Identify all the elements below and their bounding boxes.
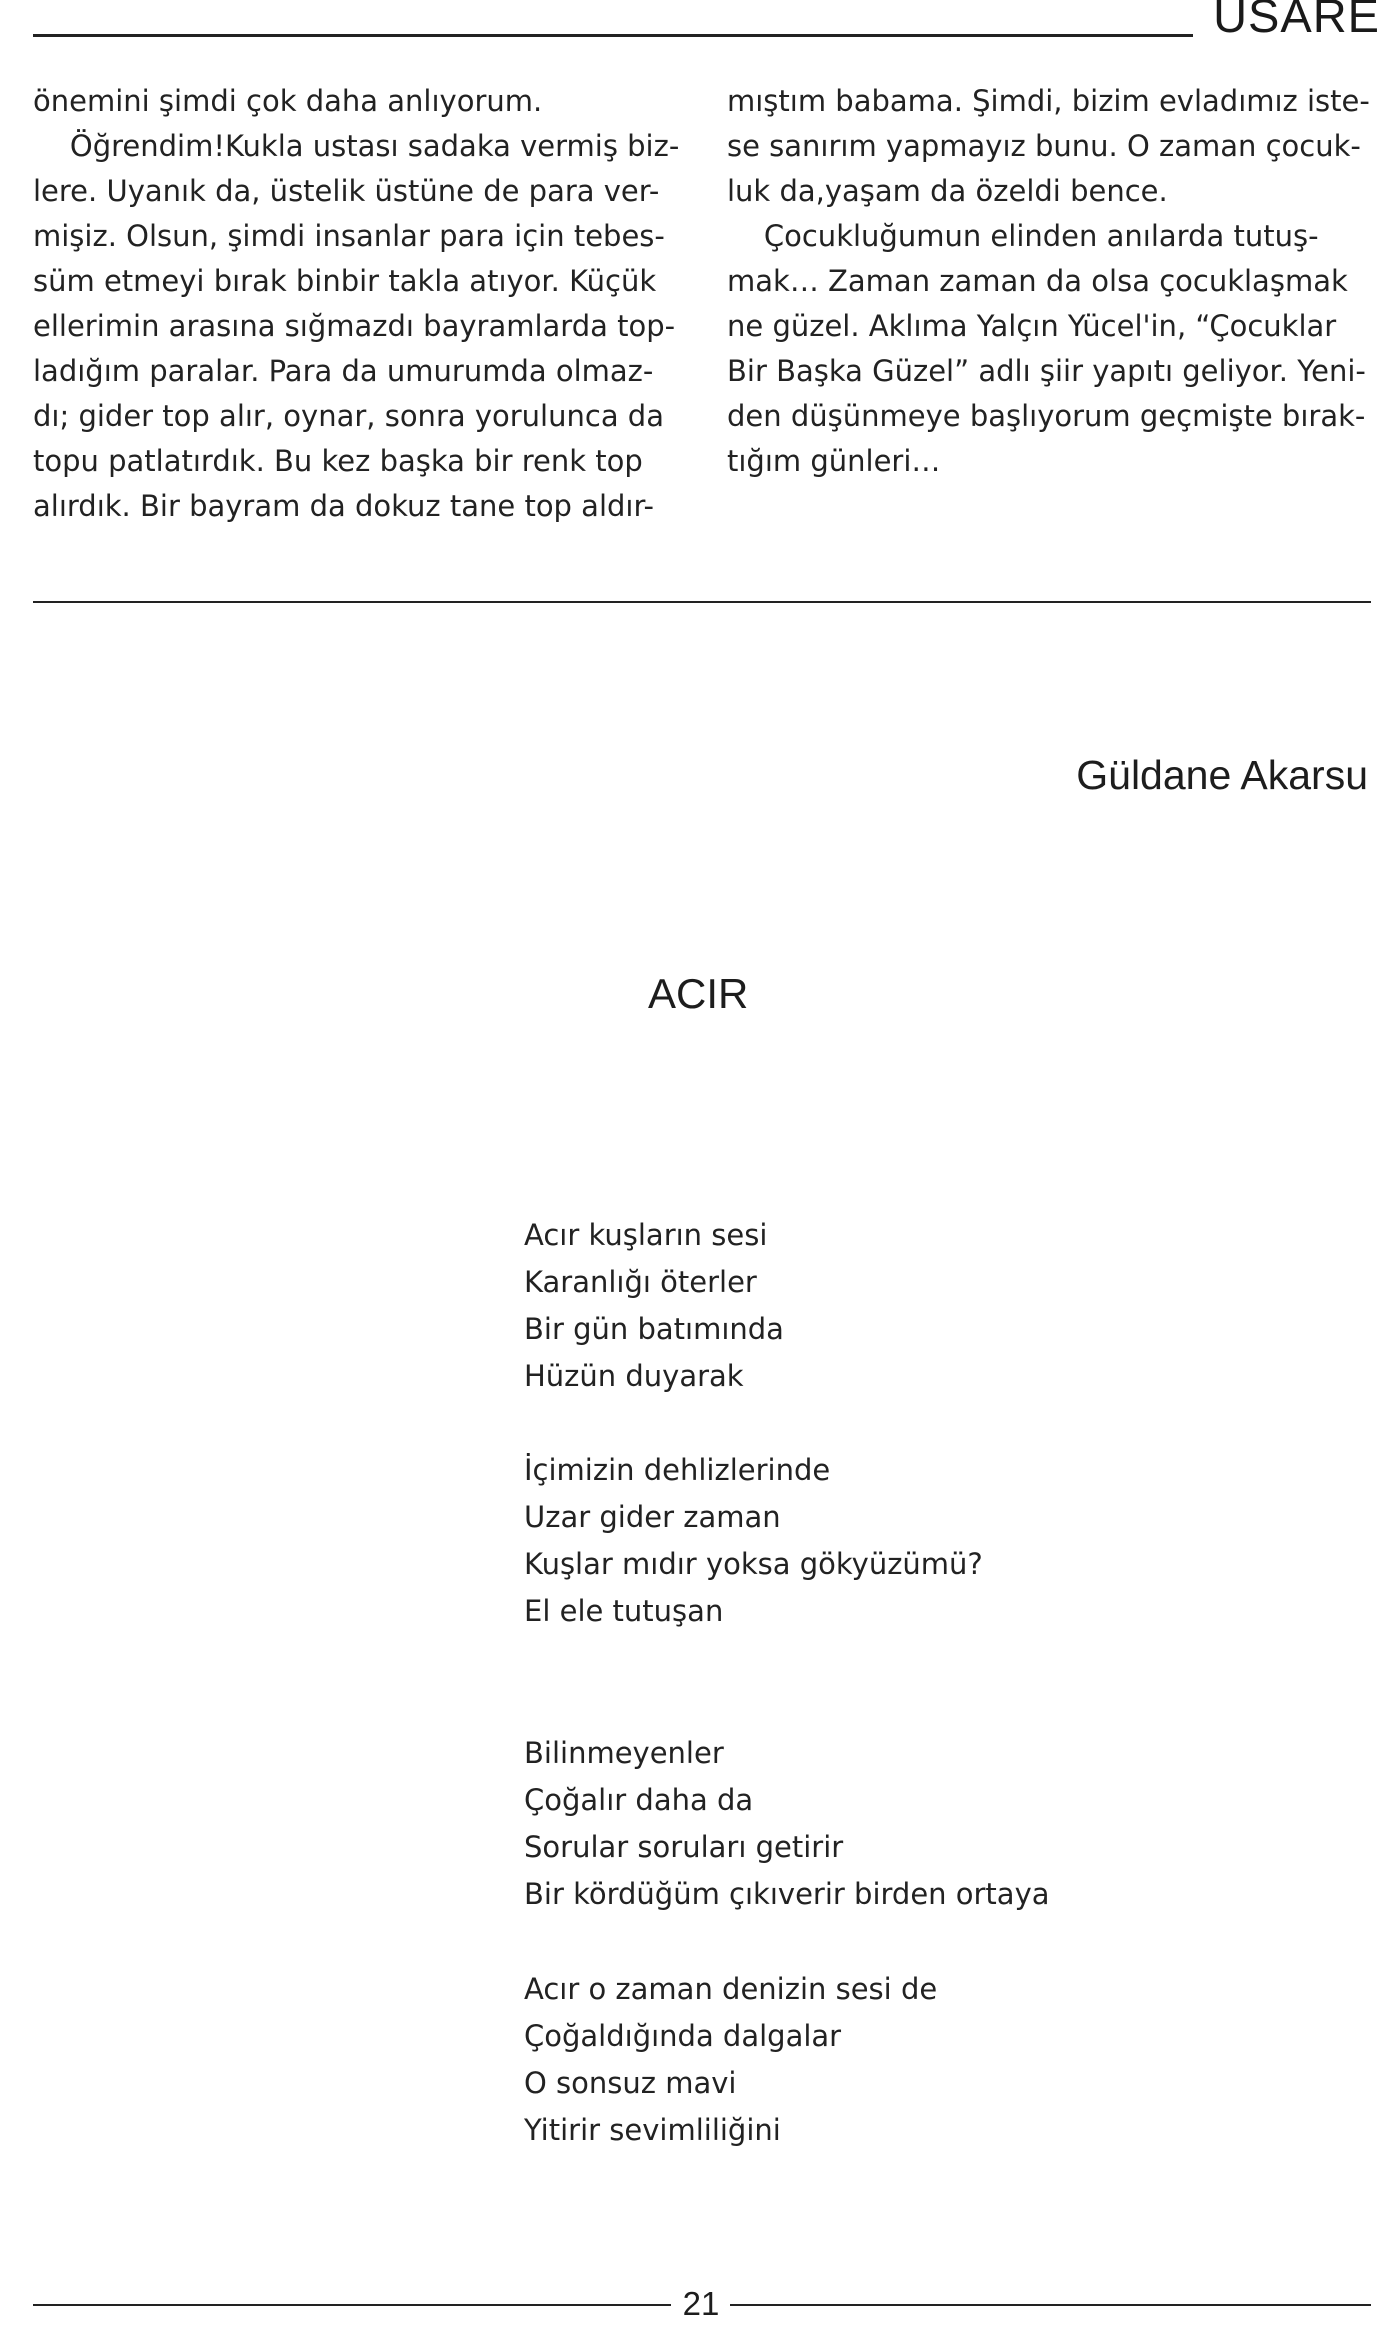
prose-line: ne güzel. Aklıma Yalçın Yücel'in, “Çocuklar	[727, 309, 1337, 343]
poem-line: Çoğaldığında dalgalar	[524, 2019, 842, 2053]
prose-line: mişiz. Olsun, şimdi insanlar para için tebes-	[33, 219, 665, 253]
poem-line: Bilinmeyenler	[524, 1736, 724, 1770]
prose-line: topu patlatırdık. Bu kez başka bir renk top	[33, 444, 643, 478]
poem-line: Acır o zaman denizin sesi de	[524, 1972, 938, 2006]
poem-line: Hüzün duyarak	[524, 1359, 744, 1393]
prose-line: önemini şimdi çok daha anlıyorum.	[33, 84, 543, 118]
poem-author: Güldane Akarsu	[1076, 752, 1368, 798]
prose-line: Çocukluğumun elinden anılarda tutuş-	[727, 219, 1319, 253]
poem-line: Bir gün batımında	[524, 1312, 784, 1346]
footer-rule-left	[33, 2304, 671, 2306]
prose-line: dı; gider top alır, oynar, sonra yorulunca da	[33, 399, 664, 433]
magazine-name: USARE	[1213, 0, 1380, 42]
prose-line: tığım günleri…	[727, 444, 941, 478]
prose-line: süm etmeyi bırak binbir takla atıyor. Küçük	[33, 264, 657, 298]
poem-line: Sorular soruları getirir	[524, 1830, 844, 1864]
prose-line: mak… Zaman zaman da olsa çocuklaşmak	[727, 264, 1348, 298]
prose-right-column	[727, 79, 1377, 484]
prose-line: se sanırım yapmayız bunu. O zaman çocuk-	[727, 129, 1361, 163]
prose-line: luk da,yaşam da özeldi bence.	[727, 174, 1168, 208]
prose-line: lere. Uyanık da, üstelik üstüne de para ver-	[33, 174, 660, 208]
poem-line: Çoğalır daha da	[524, 1783, 754, 1817]
section-divider	[33, 601, 1371, 603]
prose-line: mıştım babama. Şimdi, bizim evladımız iste-	[727, 84, 1370, 118]
poem-line: Acır kuşların sesi	[524, 1218, 768, 1252]
poem-stanza-3	[524, 1730, 1050, 1918]
prose-line: ellerimin arasına sığmazdı bayramlarda top-	[33, 309, 676, 343]
poem-stanza-2	[524, 1447, 983, 1635]
page-number: 21	[682, 2285, 720, 2322]
prose-line: Bir Başka Güzel” adlı şiir yapıtı geliyor. Yeni-	[727, 354, 1366, 388]
prose-line: alırdık. Bir bayram da dokuz tane top aldır-	[33, 489, 655, 523]
poem-line: İçimizin dehlizlerinde	[524, 1453, 831, 1487]
prose-line: ladığım paralar. Para da umurumda olmaz-	[33, 354, 654, 388]
poem-line: Uzar gider zaman	[524, 1500, 781, 1534]
poem-line: Karanlığı öterler	[524, 1265, 757, 1299]
prose-left-column	[33, 79, 683, 529]
poem-stanza-1	[524, 1212, 784, 1400]
poem-line: El ele tutuşan	[524, 1594, 724, 1628]
footer-rule-right	[730, 2304, 1371, 2306]
poem-stanza-4	[524, 1966, 937, 2154]
poem-line: Yitirir sevimliliğini	[524, 2113, 781, 2147]
header-rule	[33, 34, 1193, 37]
poem-line: Bir kördüğüm çıkıverir birden ortaya	[524, 1877, 1050, 1911]
poem-title: ACIR	[648, 970, 749, 1017]
prose-line: den düşünmeye başlıyorum geçmişte bırak-	[727, 399, 1366, 433]
poem-line: O sonsuz mavi	[524, 2066, 737, 2100]
prose-line: Öğrendim!Kukla ustası sadaka vermiş biz-	[33, 129, 680, 163]
poem-line: Kuşlar mıdır yoksa gökyüzümü?	[524, 1547, 983, 1581]
